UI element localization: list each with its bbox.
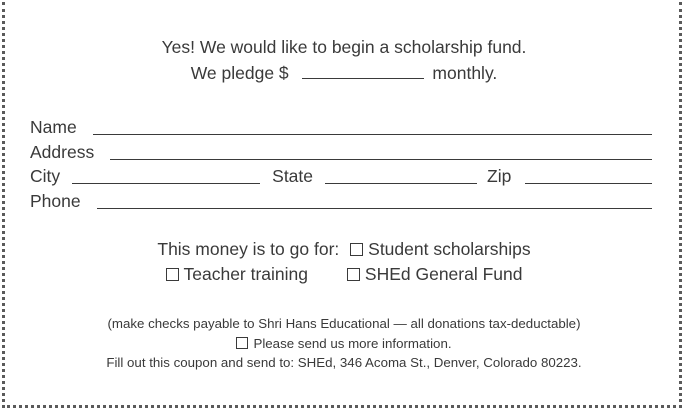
- phone-label: Phone: [30, 191, 81, 211]
- city-label: City: [30, 166, 61, 186]
- more-info-checkbox[interactable]: [236, 337, 248, 349]
- mailing-address: Fill out this coupon and send to: SHEd, 346 Acoma St., Denver, Colorado 80223.: [106, 355, 582, 370]
- name-row: [30, 117, 652, 138]
- zip-label: Zip: [487, 166, 512, 186]
- pledge-line: [0, 63, 688, 84]
- more-info-label: Please send us more information.: [253, 336, 452, 351]
- pledge-suffix: monthly.: [432, 63, 498, 83]
- coupon-heading: Yes! We would like to begin a scholarship fund.: [161, 37, 527, 57]
- general-fund-label: SHEd General Fund: [364, 264, 523, 284]
- name-field[interactable]: [93, 134, 652, 135]
- general-fund-checkbox[interactable]: [347, 268, 360, 281]
- student-scholarships-checkbox[interactable]: [350, 243, 363, 256]
- payable-note: (make checks payable to Shri Hans Educational — all donations tax-deductable): [107, 316, 581, 331]
- city-field[interactable]: [72, 183, 260, 184]
- address-label: Address: [30, 142, 95, 162]
- state-label: State: [272, 166, 314, 186]
- zip-field[interactable]: [525, 183, 652, 184]
- more-info-line: [0, 336, 688, 351]
- city-row: [30, 166, 652, 187]
- teacher-training-label: Teacher training: [183, 264, 309, 284]
- phone-row: [30, 191, 652, 212]
- purpose-line-2: [0, 264, 688, 285]
- pledge-prefix: We pledge $: [190, 63, 289, 83]
- address-row: [30, 142, 652, 163]
- purpose-intro: This money is to go for:: [157, 239, 340, 259]
- pledge-amount-blank[interactable]: [302, 77, 424, 79]
- state-field[interactable]: [325, 183, 477, 184]
- address-field[interactable]: [110, 159, 652, 160]
- name-label: Name: [30, 117, 77, 137]
- teacher-training-checkbox[interactable]: [166, 268, 179, 281]
- student-scholarships-label: Student scholarships: [368, 239, 531, 259]
- purpose-line-1: [0, 239, 688, 260]
- phone-field[interactable]: [97, 208, 652, 209]
